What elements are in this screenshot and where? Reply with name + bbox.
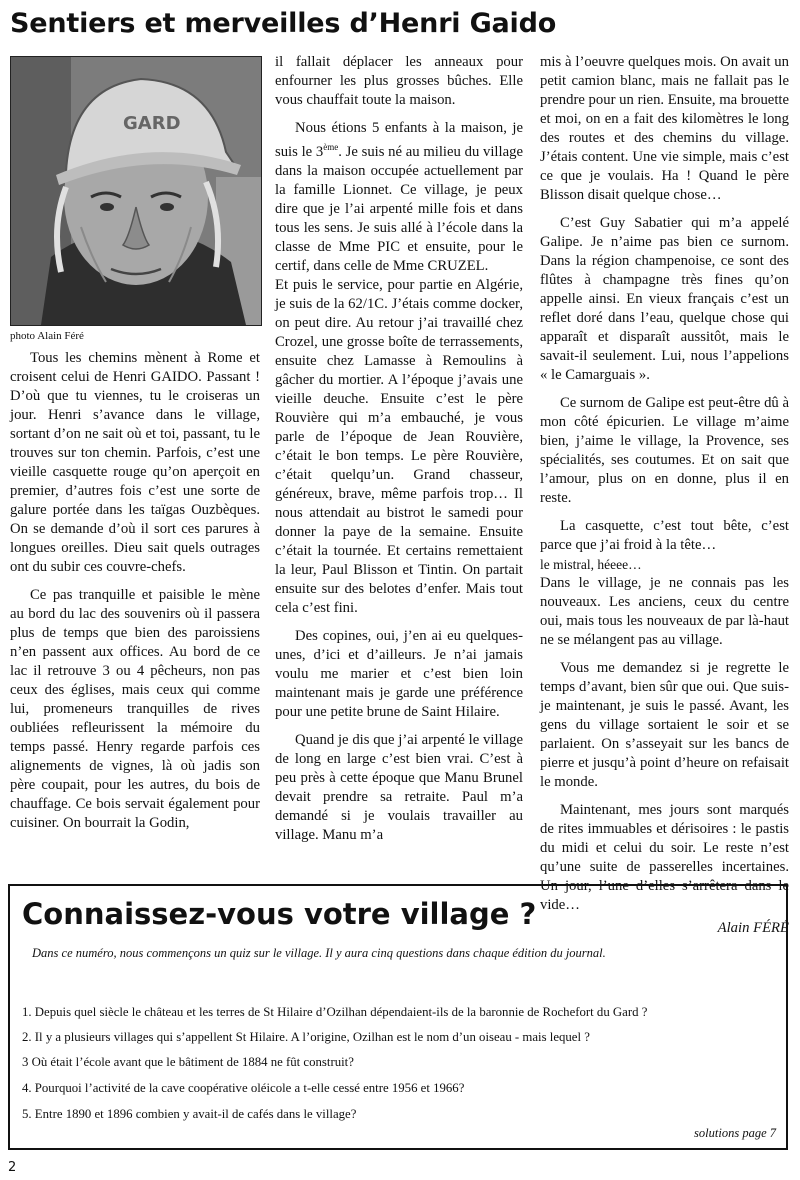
article-paragraph: C’est Guy Sabatier qui m’a appelé Galipe. Je n’aime pas bien ce surnom. Dans la région champenoise, ce sont des flûtes à champagne très fines qu’on appelle ainsi. En vieux français c’est un reflet doré dans l’eau, quelque chose qui apparaît et disparaît aussitôt, mais le savait-il seulement. Lui, nous l’appelions « le Camarguais ». (540, 215, 789, 383)
quiz-intro: Dans ce numéro, nous commençons un quiz sur le village. Il y aura cinq questions dans chaque édition du journal. (32, 946, 606, 960)
quiz-question: 1. Depuis quel siècle le château et les terres de St Hilaire d’Ozilhan dépendaient-ils de la baronnie de Rochefort du Gard ? (22, 1005, 648, 1019)
portrait-image (11, 57, 261, 325)
article-paragraph: Tous les chemins mènent à Rome et croisent celui de Henri GAIDO. Passant ! D’où que tu viennes, tu le croiseras un jour. Henri s’avance dans le village, sortant d’on ne sait où et toi, passant, tu le trouves sur ton chemin. Parfois, c’est une vieille casquette rouge qu’on aperçoit en premier, d’autres fois c’est une sorte de galure portée dans les taïgas Ouzbèques. On se demande d’où il sort ces parures à longues oreilles. Dieu sait quels outrages ont du subir ces couvre-chefs. (10, 350, 260, 575)
ordinal-suffix: ème (323, 142, 339, 152)
paragraph-text: Nous étions 5 enfants à la maison, je suis le 3 (275, 120, 523, 160)
quiz-box (8, 884, 788, 1150)
article-title: Sentiers et merveilles d’Henri Gaido (10, 8, 557, 39)
article-paragraph: mis à l’oeuvre quelques mois. On avait un petit camion blanc, mais ne fallait pas le prendre pour un rien. Ensuite, ma brouette et moi, on en a fait des kilomètres le long des routes et des chemins du village. J’étais content. Une vie simple, mais c’est ce que je voulais. Ha ! Quand le père Blisson disait quelque chose… (540, 54, 789, 203)
quiz-question: 5. Entre 1890 et 1896 combien y avait-il de cafés dans le village? (22, 1107, 357, 1121)
article-paragraph: Et puis le service, pour partie en Algérie, je suis de la 62/1C. J’étais comme docker, on peut dire. Au retour j’ai travaillé chez Crozel, une grosse boîte de terrassements, ensuite chez Lamasse à Remoulins à gâcher du mortier. A l’époque j’avais une vieille deuche. Ensuite c’est le père Rouvière qui m’a embauché, je vous parle de l’époque de Jean Rouvière, c’était le bon temps. Le père Rouvière, c’était quelqu’un. Grand chasseur, généreux, brave, même parfois trop… Il nous attendait au bistrot le samedi pour donner la paye de la semaine. Ensuite c’était la tournée. Et certains remettaient la leur, Paul Blisson et Tintin. On partait ensuite sur des belotes d’enfer. Mais tout cela c’est fini. (275, 276, 523, 616)
paragraph-text: . Je suis né au milieu du village dans la maison occupée actuellement par la famille Lionnet. Ce village, je peux dire que je l’ai arpenté mille fois et dans tous les sens. Je suis allé à l’école dans la classe de Mme PIC et ensuite, pour le certif, dans celle de Mme CRUZEL. (275, 143, 523, 274)
page-number: 2 (8, 1160, 17, 1175)
article-paragraph: il fallait déplacer les anneaux pour enfourner les plus grosses bûches. Elle vous chauffait toute la maison. (275, 54, 523, 108)
article-column-2 (275, 53, 523, 845)
quiz-question: 2. Il y a plusieurs villages qui s’appellent St Hilaire. A l’origine, Ozilhan est le nom d’un oiseau - mais lequel ? (22, 1030, 590, 1044)
article-column-3 (540, 53, 789, 938)
cap-logo-text: GARD (123, 113, 181, 134)
article-signature: Alain FÉRÉ (717, 920, 789, 936)
article-paragraph: Dans le village, je ne connais pas les nouveaux. Les anciens, ceux du centre oui, mais tous les nouveaux de par là-haut ne se mélangent pas au village. (540, 575, 789, 648)
article-paragraph: Ce pas tranquille et paisible le mène au bord du lac des souvenirs où il passera plus de temps que bien des paroissiens n’en passent aux offices. Au bord de ce lac il retrouve 3 ou 4 pêcheurs, non pas ceux des églises, mais ceux qui comme lui, promeneurs tranquilles de rives oubliées refleurissent la mémoire du temps passé. Henry regarde parfois ces alignements de vignes, là où jadis son père coupait, pour les autres, du bois de chauffage. Ce bois servait également pour cuisiner. On bourrait la Godin, (10, 587, 260, 831)
article-column-1 (10, 349, 260, 833)
article-paragraph: Vous me demandez si je regrette le temps d’avant, bien sûr que oui. Que suis-je maintenant, je suis le passé. Avant, les gens du village sortaient le soir et se parlaient. On s’asseyait sur les bancs de pierre et jusqu’à point d’heure on refaisait le monde. (540, 660, 789, 790)
article-paragraph: Maintenant, mes jours sont marqués de rites immuables et dérisoires : le pastis du midi et celui du soir. Le reste n’est qu’une suite de passerelles incertaines. Un jour, l’une d’elles s’arrêtera dans le vide… (540, 802, 789, 913)
article-paragraph: Ce surnom de Galipe est peut-être dû à mon côté épicurien. Le village m’aime bien, j’aime le village, la Provence, ses spécialités, ses coutumes. Et on sait que l’amour, plus on en donne, plus il en reste. (540, 395, 789, 506)
article-paragraph: Quand je dis que j’ai arpenté le village de long en large c’est bien vrai. C’est à peu près à cette époque que Manu Brunel devait prendre sa retraite. Paul m’a demandé si je voulais travailler au village. Manu m’a (275, 731, 523, 843)
article-paragraph: le mistral, héeee… (540, 557, 642, 572)
photo-credit: photo Alain Féré (10, 330, 84, 342)
article-paragraph: La casquette, c’est tout bête, c’est parce que j’ai froid à la tête… (540, 518, 789, 553)
quiz-question: 3 Où était l’école avant que le bâtiment de 1884 ne fût construit? (22, 1055, 354, 1069)
quiz-title: Connaissez-vous votre village ? (22, 897, 537, 931)
article-paragraph (275, 119, 523, 276)
article-paragraph: Des copines, oui, j’en ai eu quelques-unes, d’ici et d’ailleurs. Je n’ai jamais voulu me marier et c’est bien loin maintenant mais je garde une préférence pour une petite brune de Saint Hilaire. (275, 627, 523, 720)
portrait-photo (10, 56, 262, 326)
quiz-solutions-note: solutions page 7 (694, 1126, 776, 1140)
quiz-question: 4. Pourquoi l’activité de la cave coopérative oléicole a t-elle cessé entre 1956 et 1966? (22, 1081, 465, 1095)
